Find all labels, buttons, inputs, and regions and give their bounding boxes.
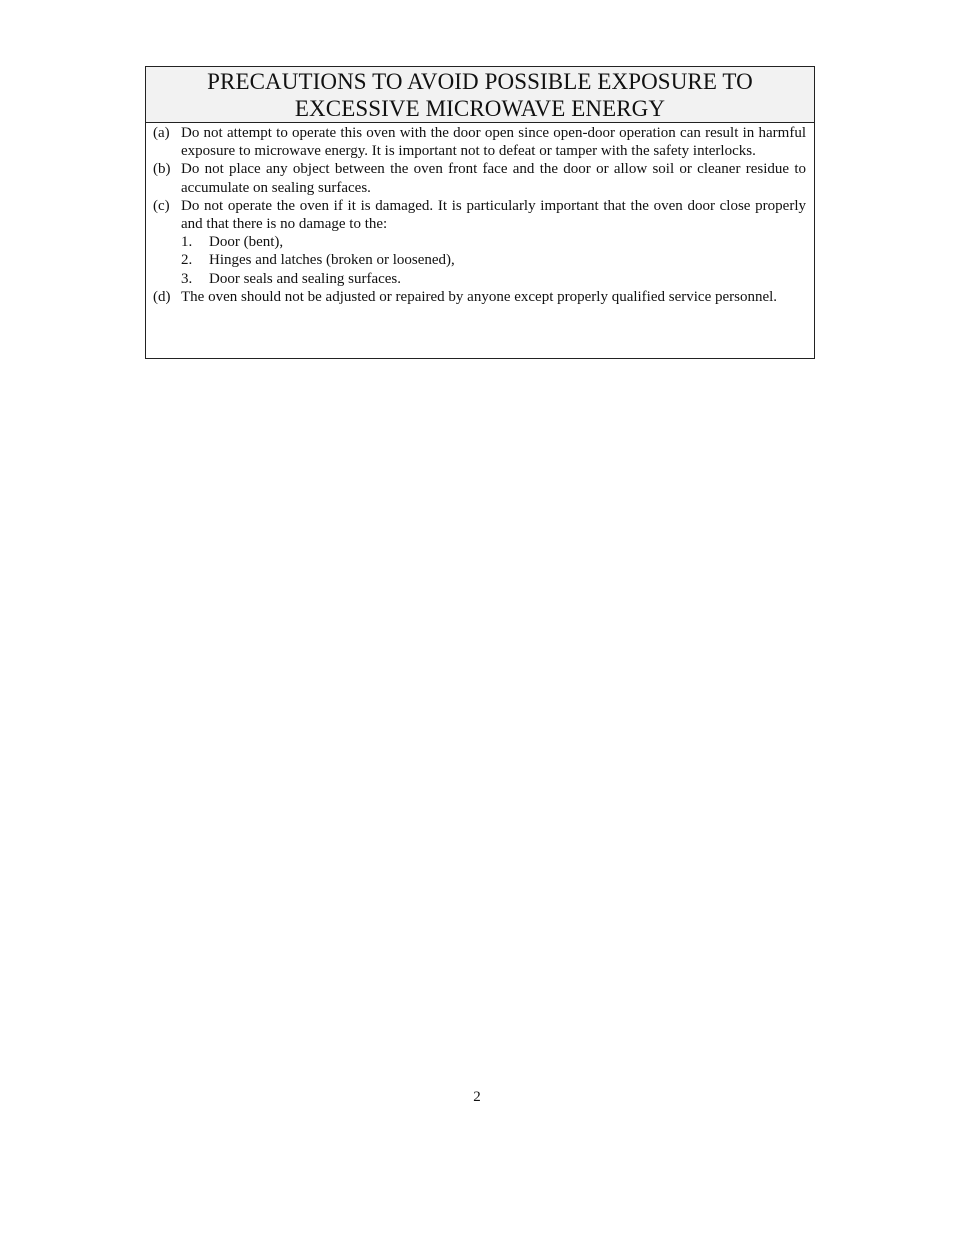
sublist-number: 1.: [181, 234, 193, 251]
sublist-item: [181, 251, 806, 269]
sublist-text: Hinges and latches (broken or loosened),: [209, 252, 455, 269]
item-content: [181, 197, 806, 288]
item-text: Do not place any object between the oven front face and the door or allow soil or cleaner residue to accumulate on sealing surfaces.: [181, 161, 806, 196]
item-label: (c): [153, 197, 170, 214]
item-text: Do not operate the oven if it is damaged. It is particularly important that the oven door close properly and that there is no damage to the:: [181, 197, 806, 233]
sublist-item: [181, 233, 806, 251]
item-label: (a): [153, 125, 170, 141]
item-label: (d): [153, 288, 171, 305]
list-item-a: [153, 124, 806, 160]
list-item-b: [153, 160, 806, 196]
list-item-d: [153, 288, 806, 306]
sublist-number: 2.: [181, 252, 193, 269]
precautions-list: [146, 123, 814, 306]
item-text: The oven should not be adjusted or repaired by anyone except properly qualified service personnel.: [181, 288, 778, 305]
heading-line-1: PRECAUTIONS TO AVOID POSSIBLE EXPOSURE TO: [207, 69, 753, 94]
damage-sublist: [181, 233, 806, 288]
sublist-number: 3.: [181, 270, 193, 287]
item-text: Do not attempt to operate this oven with the door open since open-door operation can result in harmful exposure to microwave energy. It is important not to defeat or tamper with the safety interlocks.: [181, 125, 806, 160]
heading-line-2: EXCESSIVE MICROWAVE ENERGY: [294, 96, 666, 121]
sublist-text: Door seals and sealing surfaces.: [209, 270, 402, 287]
precautions-heading: [146, 67, 814, 123]
item-label: (b): [153, 161, 171, 178]
precautions-box: [145, 66, 815, 359]
page-number: 2: [473, 1089, 481, 1105]
sublist-item: [181, 270, 806, 288]
list-item-c: [153, 197, 806, 288]
sublist-text: Door (bent),: [209, 234, 284, 251]
